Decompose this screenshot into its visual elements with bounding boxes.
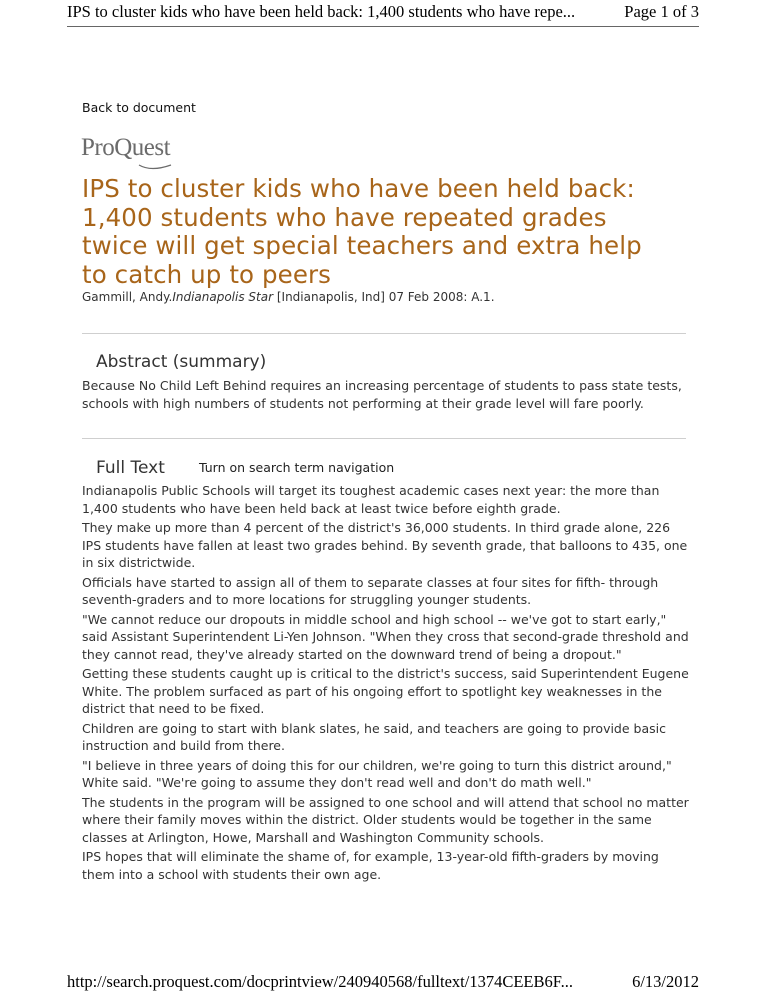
full-text-body (82, 482, 692, 885)
proquest-logo-text: ProQuest (81, 134, 171, 161)
article-title-line: to catch up to peers (82, 259, 332, 289)
print-header (67, 2, 699, 24)
logo-underline-icon (81, 134, 181, 176)
abstract-heading: Abstract (summary) (96, 352, 267, 372)
print-footer-url: http://search.proquest.com/docprintview/240940568/fulltext/1374CEEB6F... (67, 972, 573, 991)
back-to-document-link[interactable]: Back to document (82, 100, 196, 115)
print-footer-date: 6/13/2012 (632, 972, 699, 991)
body-paragraph: "We cannot reduce our dropouts in middle school and high school -- we've got to start early," said Assistant Superintendent Li-Yen Johnson. "When they cross that second-grade threshold and they cannot read, they've already started on the downward trend of being a dropout." (82, 611, 689, 662)
body-paragraph: "I believe in three years of doing this for our children, we're going to turn this district around," White said. "We're going to assume they don't read well and don't do math well." (82, 757, 672, 790)
body-paragraph: Getting these students caught up is critical to the district's success, said Superintendent Eugene White. The problem surfaced as part of his ongoing effort to spotlight key weaknesses in the district that need to be fixed. (82, 666, 689, 716)
print-header-page-number: Page 1 of 3 (624, 2, 699, 21)
citation: [Indianapolis, Ind] 07 Feb 2008: A.1. (273, 290, 495, 304)
article-title-line: IPS to cluster kids who have been held back: (82, 174, 635, 203)
article-byline (82, 290, 702, 304)
search-term-navigation-link[interactable]: Turn on search term navigation (199, 460, 395, 475)
proquest-logo (81, 134, 181, 176)
print-footer (67, 972, 699, 992)
divider (82, 438, 686, 439)
body-paragraph: They make up more than 4 percent of the district's 36,000 students. In third grade alone, 226 IPS students have fallen at least two grades behind. By seventh grade, that balloons to 435, one in six districtwide. (82, 520, 688, 570)
body-paragraph: Indianapolis Public Schools will target its toughest academic cases next year: the more than 1,400 students who have been held back at least twice before eighth grade. (82, 483, 660, 516)
abstract-paragraph: Because No Child Left Behind requires an increasing percentage of students to pass state tests, schools with high numbers of students not performing at their grade level will fare poorly. (82, 378, 682, 411)
print-header-title: IPS to cluster kids who have been held back: 1,400 students who have repe... (67, 2, 576, 21)
publication-name: Indianapolis Star (172, 290, 274, 304)
header-divider (67, 26, 699, 27)
body-paragraph: IPS hopes that will eliminate the shame of, for example, 13-year-old fifth-graders by moving them into a school with students their own age. (82, 849, 659, 882)
article-title-line: twice will get special teachers and extra help (82, 231, 642, 260)
body-paragraph: Officials have started to assign all of them to separate classes at four sites for fifth- through seventh-graders and to more locations for struggling younger students. (82, 574, 659, 607)
body-paragraph: The students in the program will be assigned to one school and will attend that school no matter where their family moves within the district. Older students would be together in the same classes at Arlington, Howe, Marshall and Washington Community schools. (82, 794, 689, 845)
full-text-heading: Full Text (96, 458, 165, 478)
body-paragraph: Children are going to start with blank slates, he said, and teachers are going to provide basic instruction and build from there. (82, 720, 666, 753)
article-title (82, 175, 702, 289)
divider (82, 333, 686, 334)
author: Gammill, Andy. (82, 290, 173, 304)
article-title-line: 1,400 students who have repeated grades (82, 202, 607, 232)
abstract-text (82, 377, 692, 414)
